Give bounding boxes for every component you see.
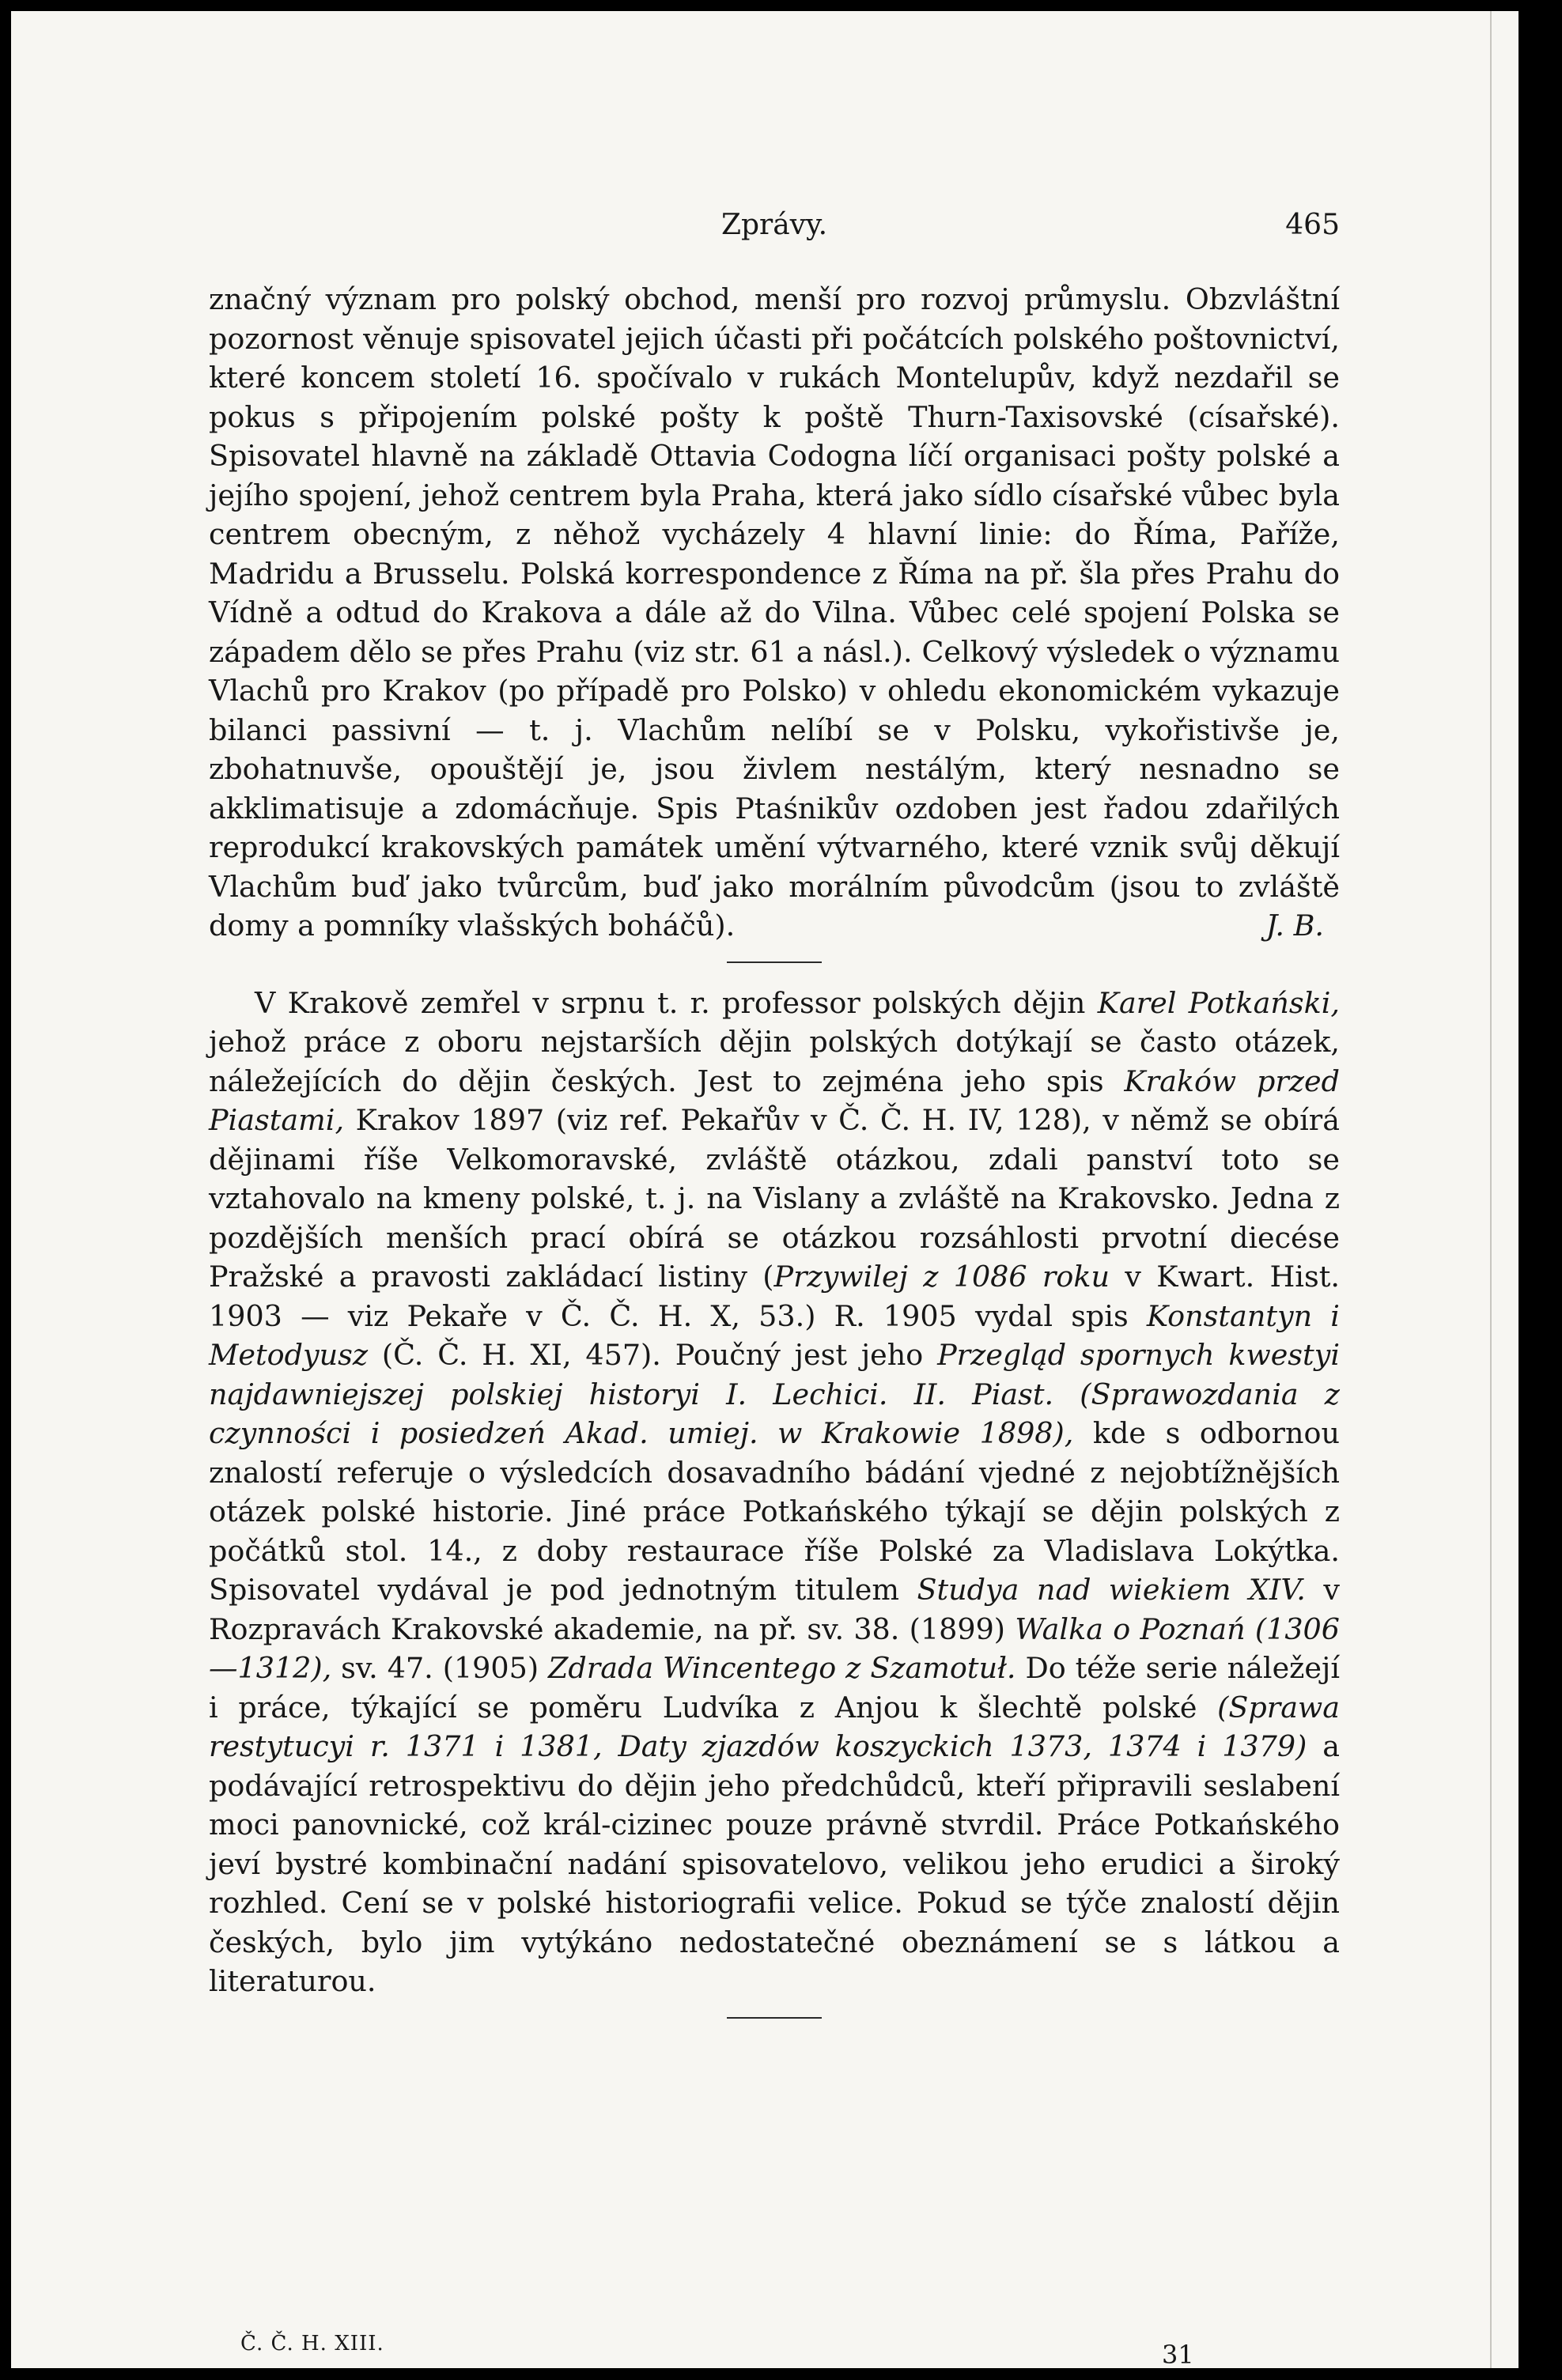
section-divider — [727, 2017, 822, 2019]
signature-mark: Č. Č. H. XIII. — [240, 2332, 384, 2355]
text-run: Do téže serie náležejí i práce, týkající se poměru Ludvíka z Anjou k šlechtě polské — [209, 1651, 1340, 1725]
page-edge-shadow — [1490, 11, 1492, 2368]
italic-title: Konstantyn i Metodyusz — [209, 1298, 1340, 1372]
italic-title: Walka o Poznań (1306—1312), — [209, 1611, 1340, 1685]
obituary-paragraph — [209, 984, 1340, 2001]
text-run: V Krakově zemřel v srpnu t. r. professor polských dějin — [255, 985, 1098, 1020]
review-paragraph-1 — [209, 280, 1340, 946]
text-run: Krakov 1897 (viz ref. Pekařův v Č. Č. H. IV, 128), v němž se obírá dějinami říše Velkomoravské, zvláště otázkou, zdali panství toto se vztahovalo na kmeny polské, t. j. na Vislany a zvláště na Krakovsko. Jedna z pozdějších menších prací obírá se otázkou rozsáhlosti prvotní diecése Pražské a pravosti zakládací listiny ( — [209, 1103, 1340, 1294]
italic-title: Studya nad wiekiem XIV. — [917, 1573, 1306, 1607]
italic-name: Karel Potkański, — [1097, 985, 1340, 1020]
page-number: 465 — [1285, 209, 1340, 241]
text-run: (Č. Č. H. XI, 457). Poučný jest jeho — [368, 1338, 938, 1372]
document-page — [11, 11, 1519, 2368]
italic-title: Przywilej z 1086 roku — [773, 1260, 1110, 1294]
text-run: sv. 47. (1905) — [331, 1651, 549, 1685]
running-title: Zprávy. — [720, 209, 828, 241]
section-divider — [727, 961, 822, 963]
text-run: jehož práce z oboru nejstarších dějin polských dotýkají se často otázek, náležejících do dějin českých. Jest to zejména jeho spis — [209, 1025, 1340, 1098]
text-run: v Rozpravách Krakovské akademie, na př. sv. 38. (1899) — [209, 1573, 1340, 1646]
italic-title: Zdrada Wincentego z Szamotuł. — [548, 1651, 1016, 1685]
italic-title: Kraków przed Piastami, — [209, 1063, 1340, 1137]
page-footer — [240, 2332, 1348, 2370]
sheet-number: 31 — [1162, 2340, 1194, 2370]
text-run: v Kwart. Hist. 1903 — viz Pekaře v Č. Č. H. X, 53.) R. 1905 vydal spis — [209, 1260, 1340, 1333]
review-signature: J. B. — [1265, 909, 1324, 943]
text-column — [209, 280, 1340, 2039]
italic-title: Przegląd spornych kwestyi najdawniejszej polskiej historyi I. Lechici. II. Piast. (Sprawozdania z czynności i posiedzeń Akad. umiej. w Krakowie 1898), — [209, 1338, 1340, 1450]
text-run: a podávající retrospektivu do dějin jeho předchůdců, kteří připravili seslabení moci panovnické, což král-cizinec pouze právně stvrdil. Práce Potkańského jeví bystré kombinační nadání spisovatelovo, velikou jeho erudici a široký rozhled. Cení se v polské historiografii velice. Pokud se týče znalostí dějin českých, bylo jim vytýkáno nedostatečné obeznámení se s látkou a literaturou. — [209, 1729, 1340, 1998]
text-run: kde s odbornou znalostí referuje o výsledcích dosavadního bádání vjedné z nejobtížnějších otázek polské historie. Jiné práce Potkańského týkají se dějin polských z počátků stol. 14., z doby restaurace říše Polské za Vladislava Lokýtka. Spisovatel vydával je pod jednotným titulem — [209, 1416, 1340, 1607]
page-header — [209, 209, 1340, 248]
italic-title: (Sprawa restytucyi r. 1371 i 1381, Daty zjazdów koszyckich 1373, 1374 i 1379) — [209, 1690, 1340, 1763]
review-text: značný význam pro polský obchod, menší pro rozvoj průmyslu. Obzvláštní pozornost věnuje spisovatel jejich účasti při počátcích polského poštovnictví, které koncem století 16. spočívalo v rukách Montelupův, když nezdařil se pokus s připojením polské pošty k poště Thurn-Taxisovské (císařské). Spisovatel hlavně na základě Ottavia Codogna líčí organisaci pošty polské a jejího spojení, jehož centrem byla Praha, která jako sídlo císařské vůbec byla centrem obecným, z něhož vycházely 4 hlavní linie: do Říma, Paříže, Madridu a Brusselu. Polská korrespondence z Říma na př. šla přes Prahu do Vídně a odtud do Krakova a dále až do Vilna. Vůbec celé spojení Polska se západem dělo se přes Prahu (viz str. 61 a násl.). Celkový výsledek o významu Vlachů pro Krakov (po případě pro Polsko) v ohledu ekonomickém vykazuje bilanci passivní — t. j. Vlachům nelíbí se v Polsku, vykořistivše je, zbohatnuvše, opouštějí je, jsou živlem nestálým, který nesnadno se akklimatisuje a zdomácňuje. Spis Ptaśnikův ozdoben jest řadou zdařilých reprodukcí krakovských památek umění výtvarného, které vznik svůj děkují Vlachům buď jako tvůrcům, buď jako morálním původcům (jsou to zvláště domy a pomníky vlašských boháčů). — [209, 282, 1340, 943]
